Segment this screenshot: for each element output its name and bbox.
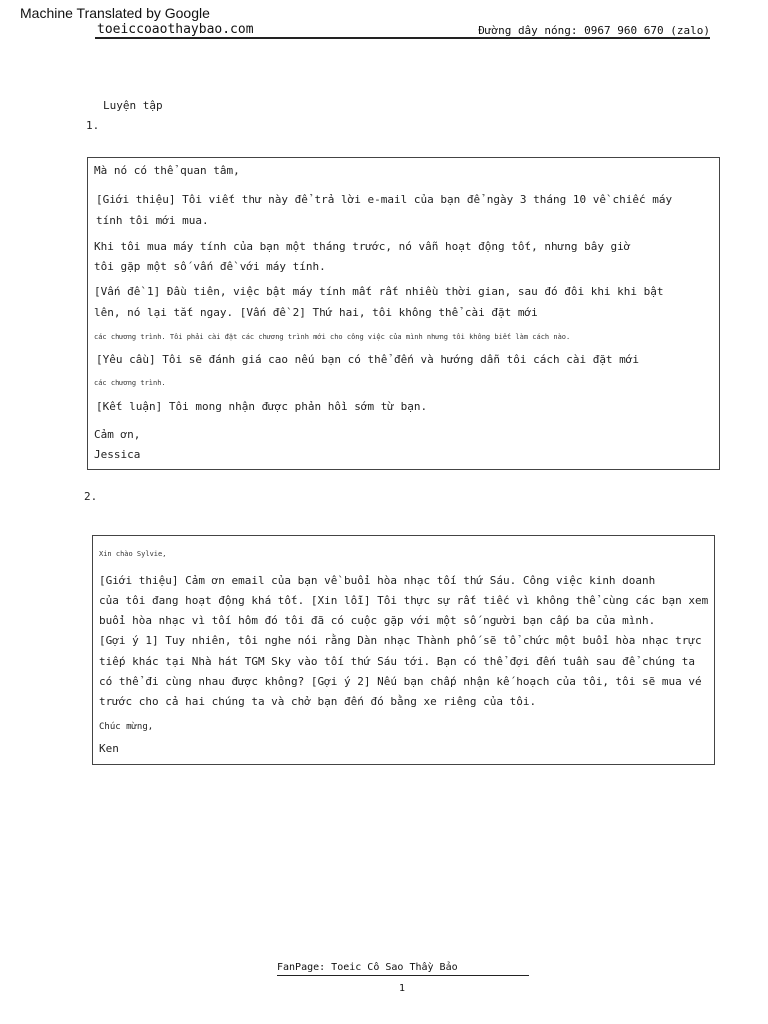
header-divider — [95, 37, 710, 39]
item-1-number: 1. — [86, 119, 100, 132]
machine-translation-banner: Machine Translated by Google — [20, 5, 210, 21]
letter-1-line: Mà nó có thể quan tâm, — [94, 164, 240, 177]
letter-1-line: Cảm ơn, — [94, 428, 141, 441]
letter-1-line: [Kết luận] Tôi mong nhận được phản hồi sớm từ bạn. — [96, 400, 428, 413]
letter-box-2 — [92, 535, 715, 765]
letter-1-line: các chương trình. — [94, 379, 166, 387]
letter-2-line: trước cho cả hai chúng ta và chở bạn đến đó bằng xe riêng của tôi. — [99, 695, 537, 708]
letter-1-line: lên, nó lại tắt ngay. [Vấn đề 2] Thứ hai, tôi không thể cài đặt mới — [94, 306, 538, 319]
letter-2-line: Xin chào Sylvie, — [99, 550, 167, 558]
page-number: 1 — [399, 983, 406, 994]
letter-2-line: của tôi đang hoạt động khá tốt. [Xin lỗi] Tôi thực sự rất tiếc vì không thể cùng các bạn xem — [99, 594, 709, 607]
letter-2-line: tiếp khác tại Nhà hát TGM Sky vào tối thứ Sáu tới. Bạn có thể đợi đến tuần sau để chúng ta — [99, 655, 696, 668]
letter-2-signature: Ken — [99, 742, 119, 755]
letter-1-line: [Vấn đề 1] Đầu tiên, việc bật máy tính mất rất nhiều thời gian, sau đó đôi khi khi bật — [94, 285, 664, 298]
letter-2-line: buổi hòa nhạc vì tối hôm đó tôi đã có cuộc gặp với một số người bạn cấp ba của mình. — [99, 614, 656, 627]
letter-1-line: [Giới thiệu] Tôi viết thư này để trả lời e-mail của bạn để ngày 3 tháng 10 về chiếc máy — [96, 193, 673, 206]
letter-2-line: [Gợi ý 1] Tuy nhiên, tôi nghe nói rằng Dàn nhạc Thành phố sẽ tổ chức một buổi hòa nhạc trực — [99, 634, 702, 647]
hotline: Đường dây nóng: 0967 960 670 (zalo) — [478, 24, 710, 37]
letter-2-line: có thể đi cùng nhau được không? [Gợi ý 2] Nếu bạn chấp nhận kế hoạch của tôi, tôi sẽ mua vé — [99, 675, 702, 688]
site-url: toeiccoaothaybao.com — [97, 22, 254, 37]
letter-1-signature: Jessica — [94, 448, 141, 461]
letter-1-line: [Yêu cầu] Tôi sẽ đánh giá cao nếu bạn có thể đến và hướng dẫn tôi cách cài đặt mới — [96, 353, 640, 366]
item-2-number: 2. — [84, 490, 98, 503]
letter-1-line: Khi tôi mua máy tính của bạn một tháng trước, nó vẫn hoạt động tốt, nhưng bây giờ — [94, 240, 631, 253]
letter-1-line: tôi gặp một số vấn đề với máy tính. — [94, 260, 326, 273]
letter-2-line: [Giới thiệu] Cảm ơn email của bạn về buổi hòa nhạc tối thứ Sáu. Công việc kinh doanh — [99, 574, 656, 587]
section-title: Luyện tập — [103, 99, 163, 112]
fanpage-link[interactable]: FanPage: Toeic Cô Sao Thầy Bảo — [277, 962, 458, 973]
footer-divider — [277, 975, 529, 976]
letter-1-line: tính tôi mới mua. — [96, 214, 209, 227]
letter-1-line: các chương trình. Tôi phải cài đặt các chương trình mới cho công việc của mình nhưng tôi không biết làm cách nào. — [94, 333, 571, 341]
letter-2-line: Chúc mừng, — [99, 722, 154, 732]
